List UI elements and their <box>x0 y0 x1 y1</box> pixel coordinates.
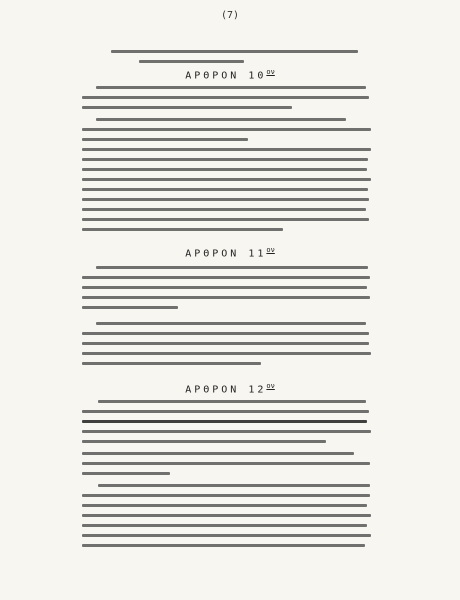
text-line <box>82 462 370 465</box>
text-line <box>82 96 369 99</box>
text-line <box>82 362 261 365</box>
text-line <box>98 400 366 403</box>
text-line <box>98 484 370 487</box>
text-line <box>82 138 248 141</box>
text-line <box>82 352 371 355</box>
text-line <box>139 60 244 63</box>
text-line <box>111 50 358 53</box>
text-line <box>82 148 371 151</box>
text-line <box>82 514 371 517</box>
text-line bold <box>82 410 369 413</box>
article-title: ΑΡΘΡΟΝ 12 <box>185 384 267 396</box>
article-heading <box>0 246 460 259</box>
text-line <box>96 86 366 89</box>
text-line <box>82 178 371 181</box>
text-line <box>82 420 367 423</box>
page-number: (7) <box>220 10 240 21</box>
text-line <box>82 228 283 231</box>
text-line <box>82 524 367 527</box>
text-line <box>96 118 346 121</box>
article-ordinal: ον <box>266 68 275 76</box>
text-line <box>82 504 367 507</box>
text-line <box>96 266 368 269</box>
text-line <box>82 534 371 537</box>
article-ordinal: ον <box>266 382 275 390</box>
text-line <box>96 322 366 325</box>
text-line <box>82 544 365 547</box>
text-line <box>82 296 370 299</box>
text-line <box>82 430 371 433</box>
article-ordinal: ον <box>266 246 275 254</box>
text-line <box>82 168 367 171</box>
text-line <box>82 494 370 497</box>
article-title: ΑΡΘΡΟΝ 11 <box>185 248 267 260</box>
text-line <box>82 158 368 161</box>
text-line <box>82 188 368 191</box>
text-line <box>82 342 369 345</box>
text-line <box>82 208 366 211</box>
text-line <box>82 332 369 335</box>
article-heading <box>0 382 460 395</box>
text-line <box>82 218 369 221</box>
text-line <box>82 306 178 309</box>
text-line <box>82 128 371 131</box>
text-line <box>82 276 370 279</box>
text-line <box>82 452 354 455</box>
article-title: ΑΡΘΡΟΝ 10 <box>185 70 267 82</box>
text-line <box>82 472 170 475</box>
text-line <box>82 440 326 443</box>
text-line <box>82 106 292 109</box>
article-heading <box>0 68 460 81</box>
text-line <box>82 286 367 289</box>
text-line <box>82 198 369 201</box>
